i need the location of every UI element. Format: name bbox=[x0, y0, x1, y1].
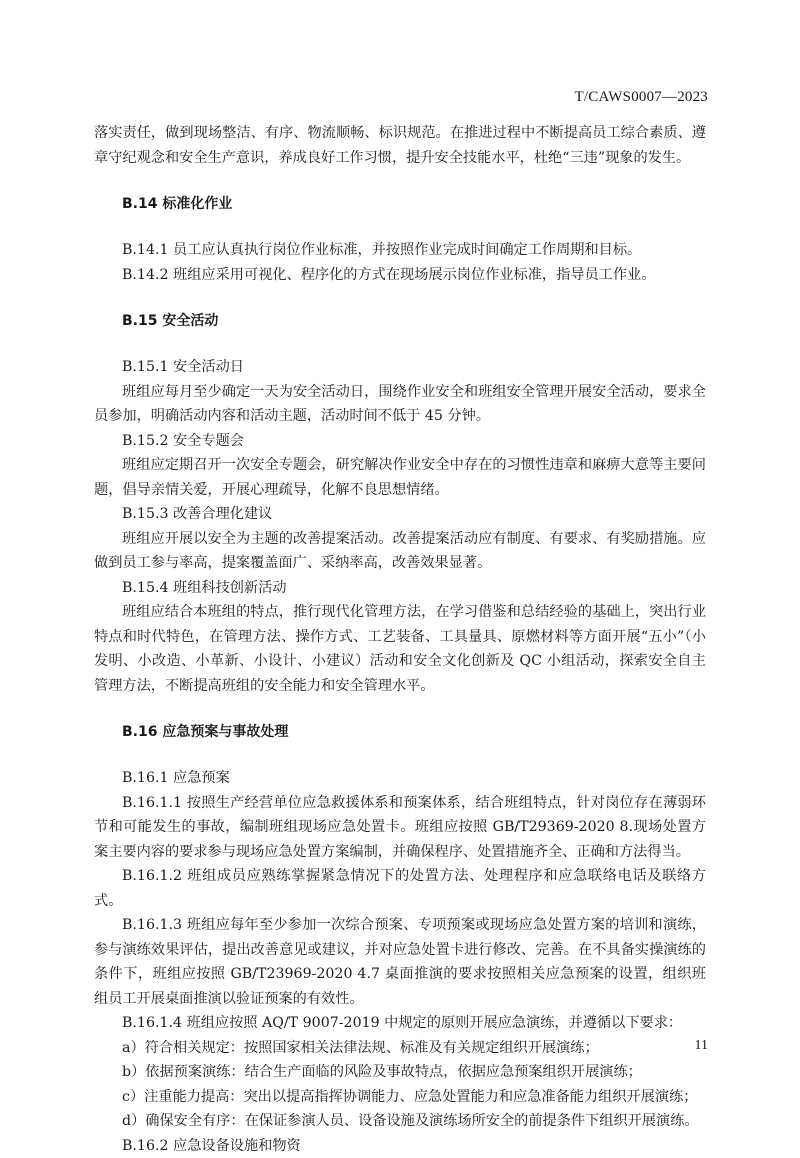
page-number: 11 bbox=[695, 1038, 708, 1054]
list-item-b: b）依据预案演练：结合生产面临的风险及事故特点，依据应急预案组织开展演练； bbox=[94, 1060, 706, 1085]
list-item-d: d）确保安全有序：在保证参演人员、设备设施及演练场所安全的前提条件下组织开展演练。 bbox=[94, 1109, 706, 1134]
subheading-b16-1: B.16.1 应急预案 bbox=[94, 766, 706, 791]
paragraph-b15-1: 班组应每月至少确定一天为安全活动日，围绕作业安全和班组安全管理开展安全活动，要求全员参加，明确活动内容和活动主题，活动时间不低于 45 分钟。 bbox=[94, 380, 706, 429]
list-item-a: a）符合相关规定：按照国家相关法律法规、标准及有关规定组织开展演练； bbox=[94, 1036, 706, 1061]
paragraph-b15-4: 班组应结合本班组的特点，推行现代化管理方法，在学习借鉴和总结经验的基础上，突出行业特点和时代特色，在管理方法、操作方式、工艺装备、工具量具、原燃材料等方面开展“五小”（小发明、小改造、小革新、小设计、小建议）活动和安全文化创新及 QC 小组活动，探索安全自主管理方法，不断提高班组的安全能力和安全管理水平。 bbox=[94, 600, 706, 698]
clause-b14-1: B.14.1 员工应认真执行岗位作业标准，并按照作业完成时间确定工作周期和目标。 bbox=[94, 238, 706, 263]
paragraph-responsibility: 落实责任，做到现场整洁、有序、物流顺畅、标识规范。在推进过程中不断提高员工综合素质、遵章守纪观念和安全生产意识，养成良好工作习惯，提升安全技能水平，杜绝“三违”现象的发生。 bbox=[94, 121, 706, 170]
subheading-b16-2: B.16.2 应急设备设施和物资 bbox=[94, 1134, 706, 1158]
paragraph-b15-2: 班组应定期召开一次安全专题会，研究解决作业安全中存在的习惯性违章和麻痹大意等主要问题，倡导亲情关爱，开展心理疏导，化解不良思想情绪。 bbox=[94, 453, 706, 502]
clause-b16-1-2: B.16.1.2 班组成员应熟练掌握紧急情况下的处置方法、处理程序和应急联络电话及联络方式。 bbox=[94, 864, 706, 913]
subheading-b15-4: B.15.4 班组科技创新活动 bbox=[94, 576, 706, 601]
clause-b16-1-4: B.16.1.4 班组应按照 AQ/T 9007-2019 中规定的原则开展应急演练，并遵循以下要求： bbox=[94, 1011, 706, 1036]
document-id-header: T/CAWS0007—2023 bbox=[575, 89, 708, 106]
clause-b16-1-3: B.16.1.3 班组应每年至少参加一次综合预案、专项预案或现场应急处置方案的培训和演练，参与演练效果评估，提出改善意见或建议，并对应急处置卡进行修改、完善。在不具备实操演练的条件下，班组应按照 GB/T23969-2020 4.7 桌面推演的要求按照相关应急预案的设置，组织班组员工开展桌面推演以验证预案的有效性。 bbox=[94, 913, 706, 1011]
clause-b16-1-1: B.16.1.1 按照生产经营单位应急救援体系和预案体系，结合班组特点，针对岗位存在薄弱环节和可能发生的事故，编制班组现场应急处置卡。班组应按照 GB/T29369-2020 8.现场处置方案主要内容的要求参与现场应急处置方案编制，并确保程序、处置措施齐全、正确和方法得当。 bbox=[94, 791, 706, 865]
section-heading-b16: B.16 应急预案与事故处理 bbox=[94, 720, 706, 744]
paragraph-b15-3: 班组应开展以安全为主题的改善提案活动。改善提案活动应有制度、有要求、有奖励措施。应做到员工参与率高，提案覆盖面广、采纳率高，改善效果显著。 bbox=[94, 527, 706, 576]
clause-b14-2: B.14.2 班组应采用可视化、程序化的方式在现场展示岗位作业标准，指导员工作业。 bbox=[94, 263, 706, 288]
subheading-b15-3: B.15.3 改善合理化建议 bbox=[94, 502, 706, 527]
section-heading-b15: B.15 安全活动 bbox=[94, 309, 706, 333]
list-item-c: c）注重能力提高：突出以提高指挥协调能力、应急处置能力和应急准备能力组织开展演练； bbox=[94, 1085, 706, 1110]
document-body bbox=[94, 121, 706, 1158]
subheading-b15-1: B.15.1 安全活动日 bbox=[94, 355, 706, 380]
subheading-b15-2: B.15.2 安全专题会 bbox=[94, 429, 706, 454]
section-heading-b14: B.14 标准化作业 bbox=[94, 192, 706, 216]
